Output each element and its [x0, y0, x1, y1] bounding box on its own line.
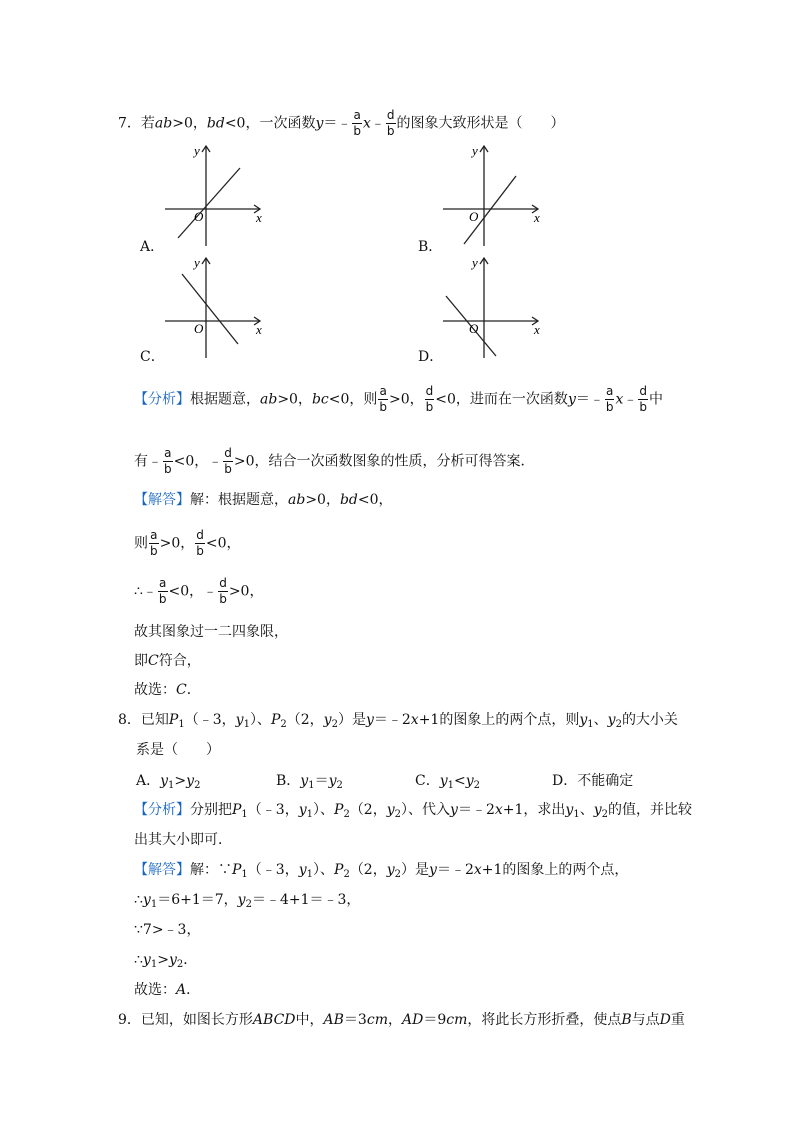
analysis-tag: 【分析】	[134, 391, 190, 408]
q8-answer-line4: $\therefore y_1>y_2$．	[134, 952, 198, 970]
q8-analysis-line1: 【分析】分别把$P_1(﹣3$，$y_1$）、$P_2(2$，$y_2$）、代入y＝﹣2x+1，求出$y_1$、$y_2$的值，并比较	[134, 802, 693, 820]
origin-label: O	[194, 321, 204, 336]
x-axis-label: x	[534, 322, 540, 337]
q7-answer-line3: ∴﹣ $\frac{a}{b}$ <0，﹣ $\frac{d}{b}$ >0，	[134, 576, 264, 606]
q7-answer-line2: 则 $\frac{a}{b}$ >0， $\frac{d}{b}$ <0，	[134, 528, 241, 558]
q8-answer-line3: ∵7>﹣3，	[134, 922, 201, 938]
fraction-a-over-b: $\frac{a}{b}$	[353, 108, 361, 138]
y-axis-label: y	[472, 255, 478, 270]
option-d-label: D．	[418, 349, 444, 365]
q8-choice-c: C．$y_1<y_2$	[415, 773, 481, 791]
x-axis-label: x	[534, 210, 540, 225]
option-b-label: B．	[418, 239, 443, 255]
y-axis-label: y	[472, 143, 478, 158]
x-axis-label: x	[256, 322, 262, 337]
q7-analysis-line1: 【分析】根据题意，ab>0，bc<0，则 $\frac{a}{b}$ >0， $\frac{d}{b}$ <0，进而在一次函数y＝﹣ $\frac{a}{b}$ x﹣ $\frac{d}{b}$ 中	[134, 384, 664, 414]
option-c-graph	[160, 254, 270, 360]
y-axis-label: y	[194, 143, 200, 158]
q8-stem-line2: 系是（ ）	[136, 742, 220, 758]
origin-label: O	[469, 209, 479, 224]
q8-choice-d: D．不能确定	[552, 773, 634, 789]
q8-answer-line1: 【解答】解：$\because P_1(﹣3$，$y_1$）、$P_2(2$，$y_2$）是y＝﹣2x+1的图象上的两个点，	[134, 862, 629, 880]
q7-stem: 7．若ab>0，bd<0，一次函数y＝﹣ $\frac{a}{b}$ x﹣ $\frac{d}{b}$ 的图象大致形状是（ ）	[118, 108, 565, 138]
origin-label: O	[469, 321, 479, 336]
option-a-graph	[160, 142, 270, 248]
q8-analysis-line2: 出其大小即可．	[134, 832, 232, 848]
q7-answer-line5: 即C符合，	[134, 653, 201, 669]
q7-analysis-line2: 有﹣ $\frac{a}{b}$ <0，﹣ $\frac{d}{b}$ >0，结合一次函数图象的性质，分析可得答案．	[134, 446, 535, 476]
option-c-label: C．	[140, 349, 165, 365]
q7-answer-line6: 故选：C．	[134, 682, 201, 698]
answer-tag: 【解答】	[134, 492, 190, 508]
q8-choice-b: B．$y_1=y_2$	[276, 773, 343, 791]
option-d-graph	[438, 254, 548, 360]
q8-answer-line2: $\therefore y_1=6+1=7$，$y_2=﹣4+1=﹣3$，	[134, 892, 361, 910]
q7-answer-line4: 故其图象过一二四象限，	[134, 624, 288, 640]
origin-label: O	[194, 209, 204, 224]
x-axis-label: x	[256, 210, 262, 225]
analysis-tag: 【分析】	[134, 802, 190, 818]
y-axis-label: y	[194, 255, 200, 270]
answer-tag: 【解答】	[134, 862, 190, 878]
fraction-d-over-b: $\frac{d}{b}$	[386, 108, 395, 138]
q7-answer-line1: 【解答】解：根据题意，ab>0，bd<0，	[134, 492, 393, 508]
q8-answer-line5: 故选：A．	[134, 982, 201, 998]
q8-stem-line1: 8．已知$P_1(﹣3$，$y_1$）、$P_2(2$，$y_2$）是y＝﹣2x+1的图象上的两个点，则$y_1$、$y_2$的大小关	[118, 712, 678, 730]
q8-choice-a: A．$y_1>y_2$	[136, 773, 201, 791]
option-b-graph	[438, 142, 548, 248]
q9-stem: 9．已知，如图长方形ABCD中，AB＝3cm，AD＝9cm，将此长方形折叠，使点B与点D重	[118, 1012, 685, 1028]
option-a-label: A．	[140, 239, 165, 255]
